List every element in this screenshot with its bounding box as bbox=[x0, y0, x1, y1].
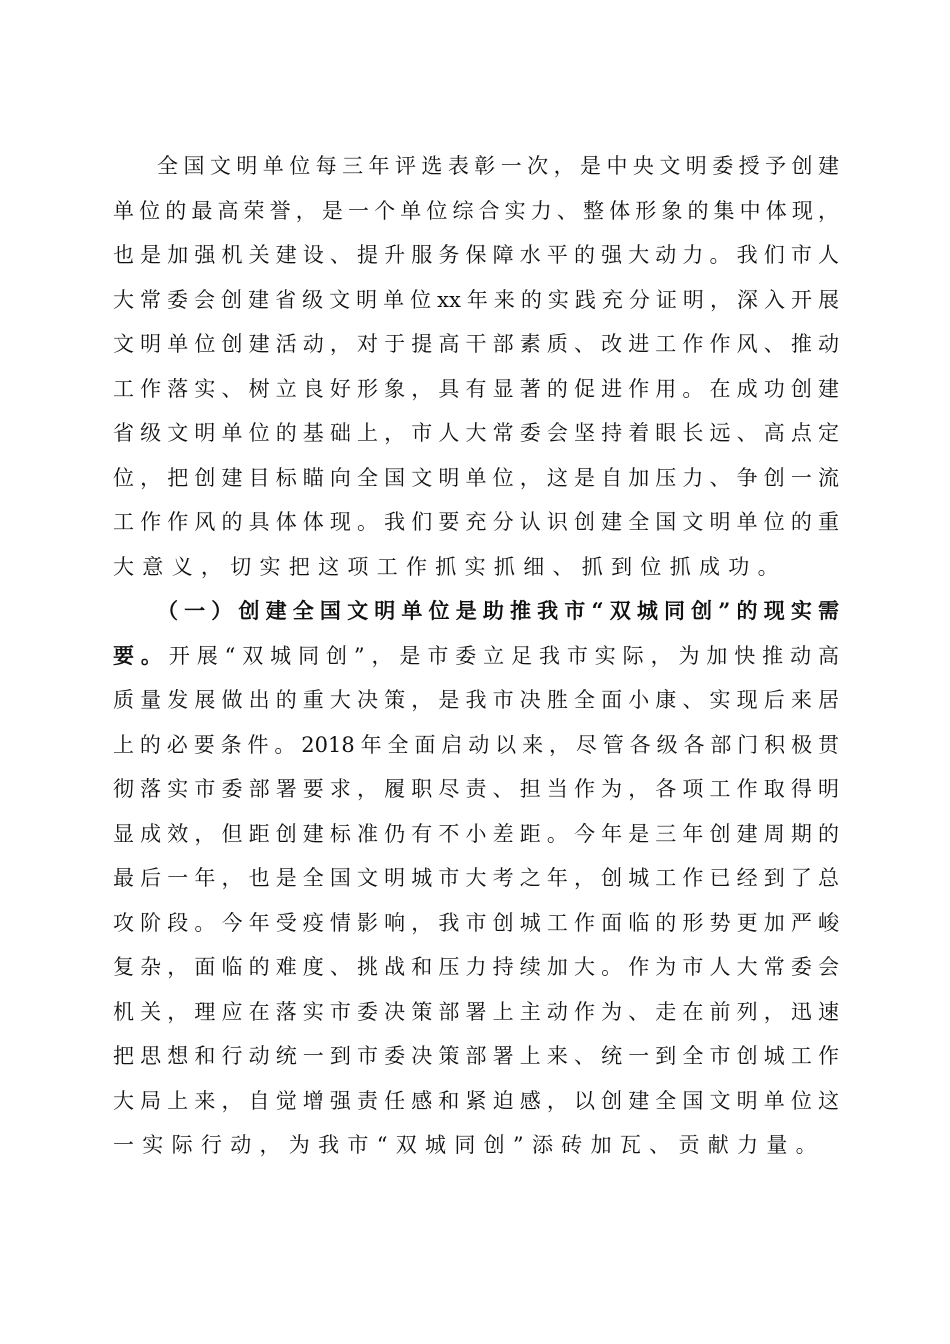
text-line: 工作作风的具体体现。我们要充分认识创建全国文明单位的重 bbox=[113, 510, 839, 534]
text-line: 工作落实、树立良好形象，具有显著的促进作用。在成功创建 bbox=[113, 376, 839, 401]
text-line: 攻阶段。今年受疫情影响，我市创城工作面临的形势更加严峻 bbox=[113, 910, 839, 935]
text-line: 显成效，但距创建标准仍有不小差距。今年是三年创建周期的 bbox=[113, 821, 839, 846]
text-line: 大局上来，自觉增强责任感和紧迫感，以创建全国文明单位这 bbox=[113, 1088, 839, 1113]
text-line: 彻落实市委部署要求，履职尽责、担当作为，各项工作取得明 bbox=[113, 777, 839, 801]
text-line: 机关，理应在落实市委决策部署上主动作为、走在前列，迅速 bbox=[113, 999, 839, 1024]
text-line: 把思想和行动统一到市委决策部署上来、统一到全市创城工作 bbox=[113, 1044, 839, 1068]
paragraph-section-one bbox=[113, 589, 839, 1168]
document-page bbox=[113, 144, 839, 1168]
text-line: 位，把创建目标瞄向全国文明单位，这是自加压力、争创一流 bbox=[113, 465, 839, 490]
text-line-rest: 开展“双城同创”，是市委立足我市实际，为加快推动高 bbox=[168, 643, 839, 668]
text-line: 文明单位创建活动，对于提高干部素质、改进工作作风、推动 bbox=[113, 332, 839, 356]
text-line: 单位的最高荣誉，是一个单位综合实力、整体形象的集中体现， bbox=[113, 198, 839, 223]
text-line: 上的必要条件。2018年全面启动以来，尽管各级各部门积极贯 bbox=[113, 732, 839, 757]
text-line: 省级文明单位的基础上，市人大常委会坚持着眼长远、高点定 bbox=[113, 421, 839, 445]
section-heading: （一）创建全国文明单位是助推我市“双城同创”的现实需 bbox=[157, 598, 839, 623]
section-heading-end: 要。 bbox=[113, 642, 169, 668]
text-line: 复杂，面临的难度、挑战和压力持续加大。作为市人大常委会 bbox=[113, 955, 839, 979]
text-line bbox=[113, 634, 839, 679]
text-line: 全国文明单位每三年评选表彰一次，是中央文明委授予创建 bbox=[157, 154, 839, 178]
paragraph-significance bbox=[113, 144, 839, 589]
text-line: 一实际行动，为我市“双城同创”添砖加瓦、贡献力量。 bbox=[113, 1133, 825, 1157]
text-line: 大意义，切实把这项工作抓实抓细、抓到位抓成功。 bbox=[113, 554, 787, 579]
text-line: 大常委会创建省级文明单位xx年来的实践充分证明，深入开展 bbox=[113, 287, 839, 312]
text-line: 质量发展做出的重大决策，是我市决胜全面小康、实现后来居 bbox=[113, 688, 839, 712]
text-line: 最后一年，也是全国文明城市大考之年，创城工作已经到了总 bbox=[113, 866, 839, 890]
text-line: 也是加强机关建设、提升服务保障水平的强大动力。我们市人 bbox=[113, 243, 839, 267]
